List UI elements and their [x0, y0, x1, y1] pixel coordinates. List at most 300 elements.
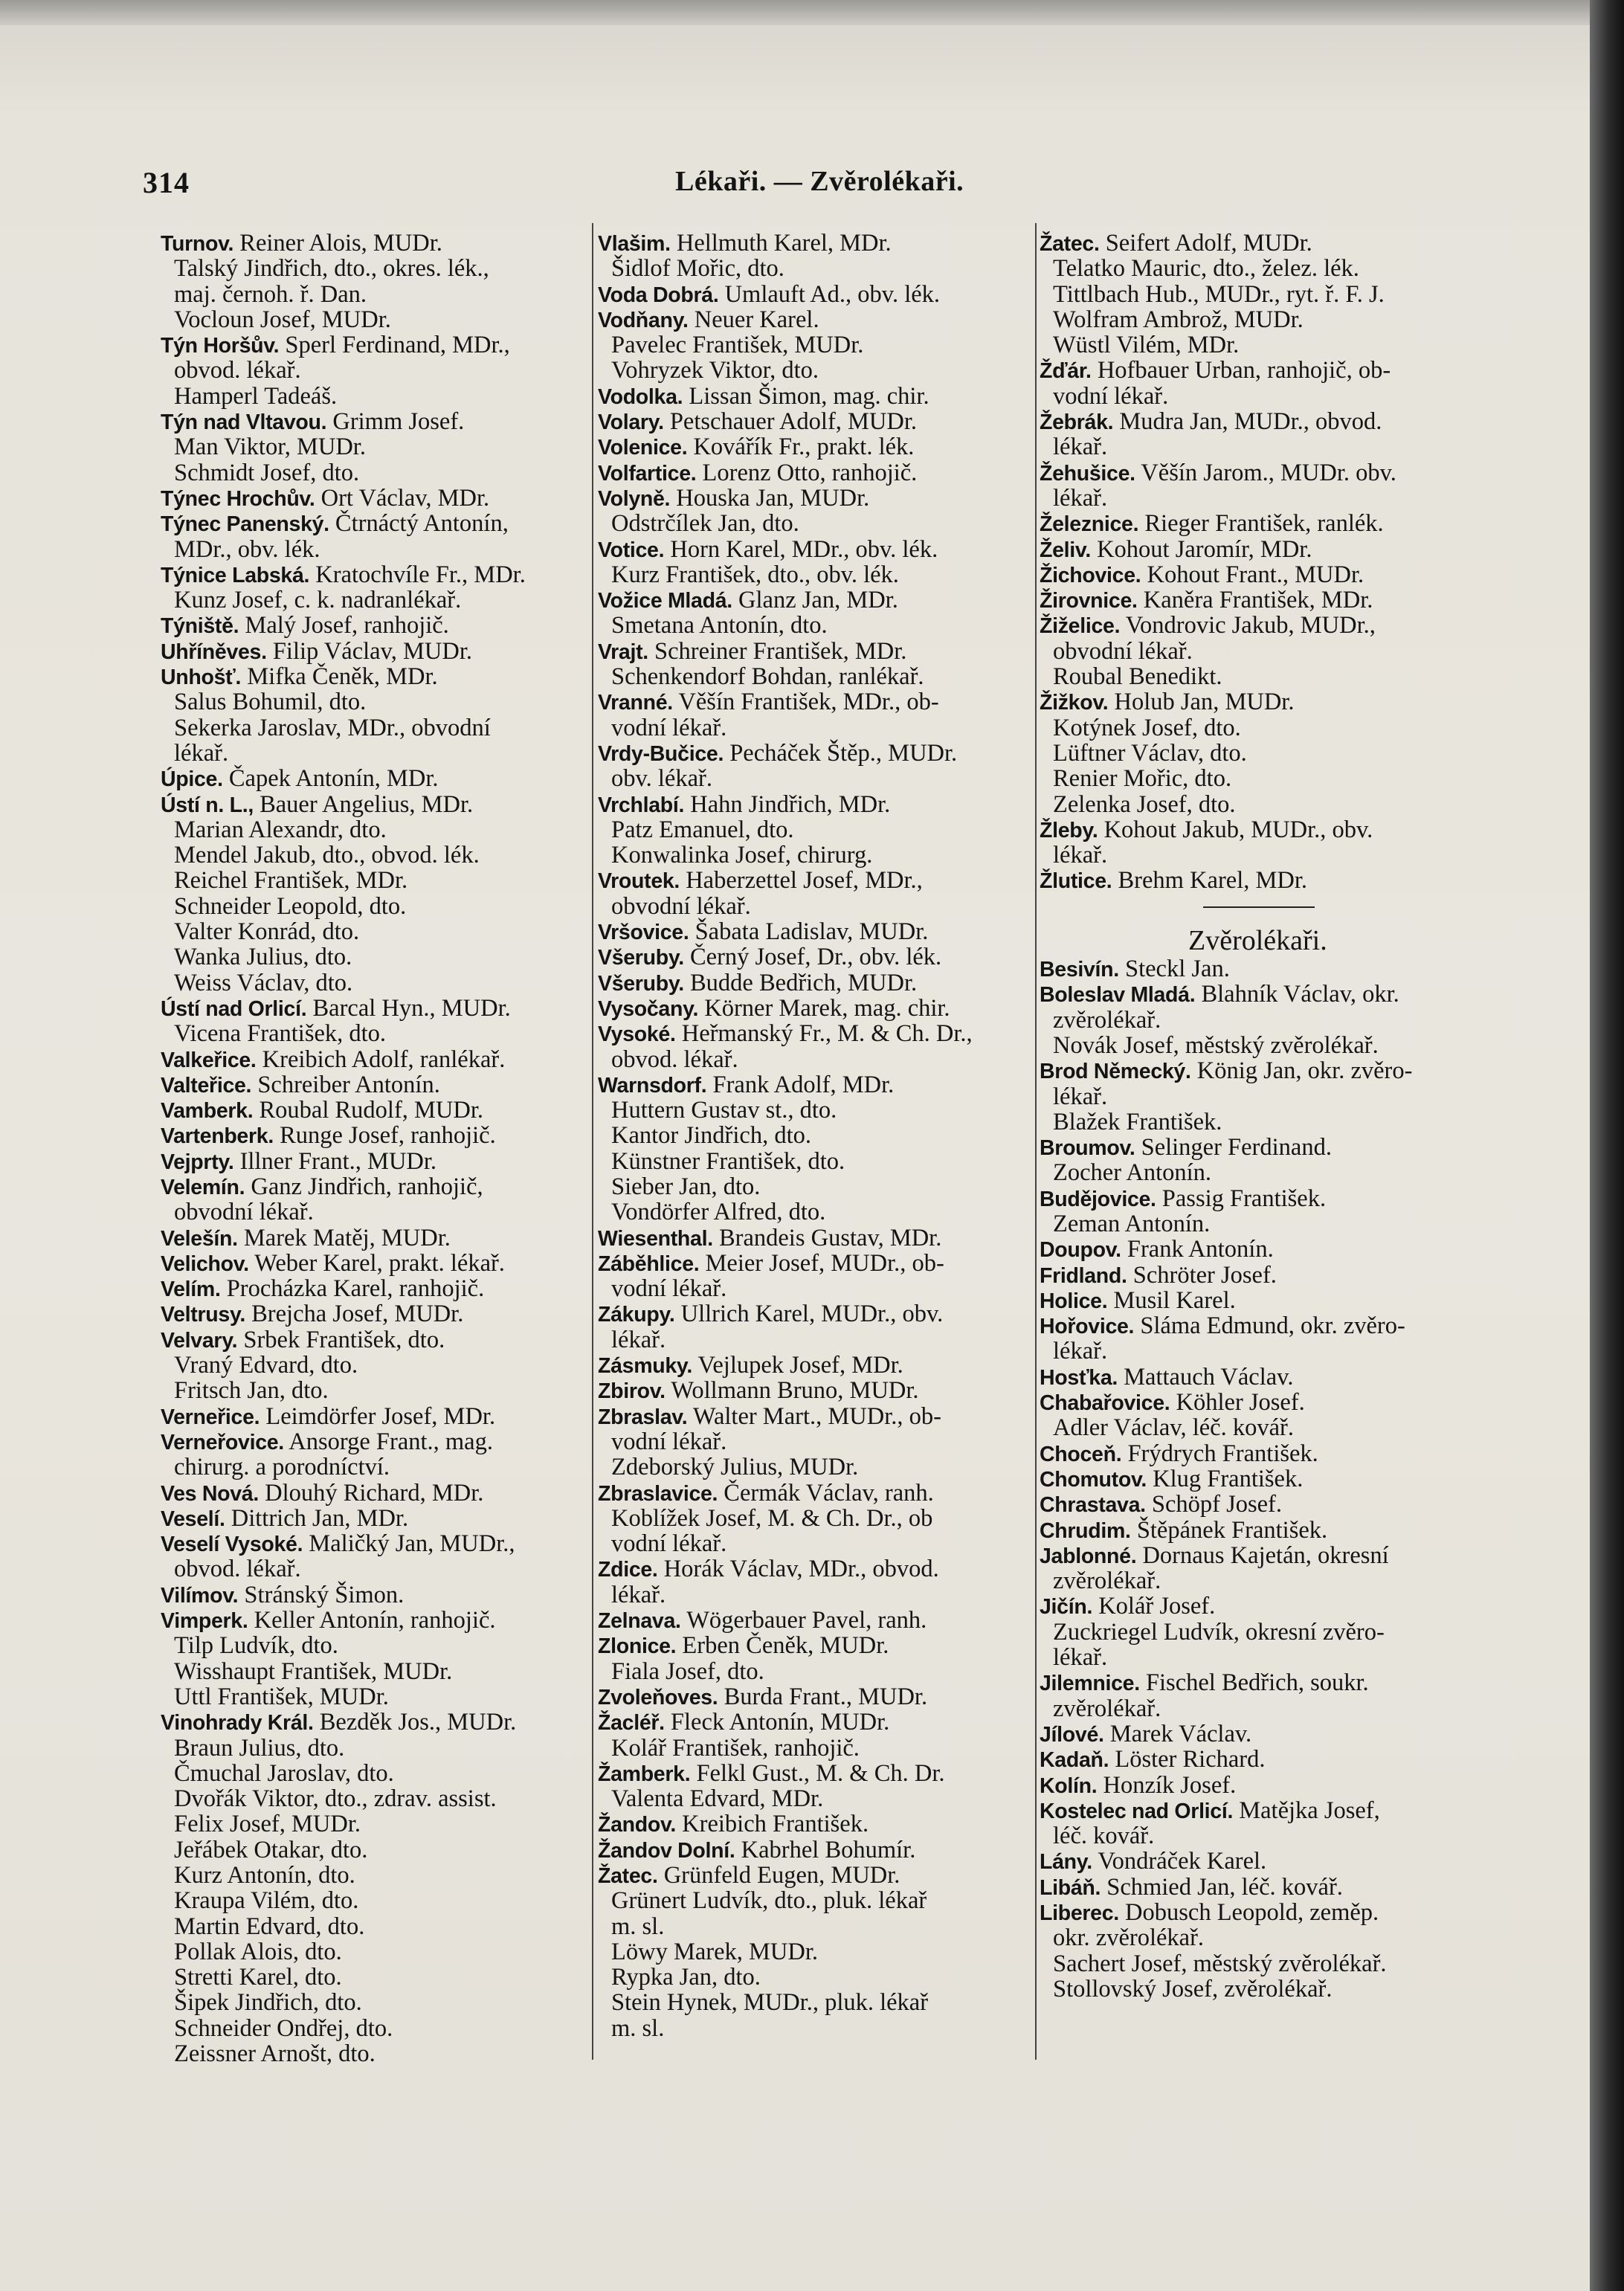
entry-text: zvěrolékař.: [1053, 1567, 1161, 1595]
entry-text: Schröter Josef.: [1127, 1261, 1277, 1289]
entry-text: Klug František.: [1147, 1465, 1304, 1492]
entry-text: Felkl Gust., M. & Ch. Dr.: [690, 1759, 945, 1787]
entry-text: Kratochvíle Fr., MDr.: [309, 561, 526, 588]
entry-line: [161, 639, 590, 664]
place-name: Volenice.: [598, 436, 688, 460]
entry-text: Zeissner Arnošt, dto.: [174, 2040, 376, 2068]
entry-continuation: [161, 1786, 590, 1811]
entry-line: [598, 1684, 1037, 1710]
entry-text: Wollmann Bruno, MUDr.: [665, 1377, 919, 1405]
entry-line: [161, 1276, 590, 1301]
entry-continuation: [161, 256, 590, 281]
entry-continuation: [598, 1327, 1037, 1353]
entry-text: Brejcha Josef, MUDr.: [245, 1301, 464, 1328]
place-name: Vodňany.: [598, 308, 689, 332]
place-name: Velím.: [161, 1277, 221, 1302]
entry-line: [1040, 1492, 1471, 1517]
entry-line: [1040, 1849, 1471, 1874]
entry-text: obvod. lékař.: [174, 357, 301, 384]
entry-text: Černý Josef, Dr., obv. lék.: [683, 944, 942, 971]
entry-continuation: [1040, 1008, 1471, 1033]
place-name: Žleby.: [1040, 818, 1098, 842]
entry-text: Bauer Angelius, MDr.: [253, 790, 474, 818]
entry-text: Vejlupek Josef, MDr.: [692, 1352, 903, 1379]
entry-line: [161, 1301, 590, 1327]
entry-line: [598, 868, 1037, 893]
entry-continuation: [1040, 1620, 1471, 1645]
entry-continuation: [598, 1429, 1037, 1454]
entry-line: [1040, 1721, 1471, 1747]
place-name: Brod Německý.: [1040, 1060, 1191, 1084]
entry-continuation: [598, 1174, 1037, 1199]
place-name: Velemín.: [161, 1175, 245, 1199]
place-name: Všeruby.: [598, 971, 684, 996]
entry-text: Čermák Václav, ranh.: [718, 1479, 934, 1507]
entry-continuation: [598, 1149, 1037, 1174]
entry-text: Rypka Jan, dto.: [611, 1964, 761, 1991]
physicians-list-end: [1040, 231, 1471, 894]
entry-continuation: [161, 919, 590, 944]
place-name: Votice.: [598, 538, 665, 562]
entry-line: [598, 996, 1037, 1021]
entry-line: [1040, 562, 1471, 587]
entry-continuation: [1040, 1338, 1471, 1364]
entry-continuation: [161, 1888, 590, 1913]
entry-continuation: [1040, 282, 1471, 307]
entry-continuation: [598, 1965, 1037, 1990]
entry-continuation: [1040, 434, 1471, 460]
entry-text: Kohout Frant., MUDr.: [1141, 561, 1364, 588]
place-name: Žamberk.: [598, 1762, 691, 1786]
entry-line: [161, 1072, 590, 1098]
entry-text: Seifert Adolf, MUDr.: [1099, 230, 1312, 257]
entry-line: [598, 460, 1037, 486]
place-name: Libáň.: [1040, 1875, 1101, 1900]
place-name: Žiželice.: [1040, 614, 1121, 639]
entry-text: Vondörfer Alfred, dto.: [611, 1199, 826, 1226]
entry-text: Barcal Hyn., MUDr.: [306, 994, 511, 1022]
place-name: Zásmuky.: [598, 1354, 692, 1379]
entry-text: Blažek František.: [1053, 1108, 1222, 1135]
place-name: Vysočany.: [598, 996, 699, 1021]
entry-text: Štěpánek František.: [1130, 1516, 1328, 1544]
entry-text: Heřmanský Fr., M. & Ch. Dr.,: [675, 1020, 973, 1048]
entry-text: Wüstl Vilém, MDr.: [1053, 332, 1240, 359]
entry-text: Rieger František, ranlék.: [1138, 510, 1384, 538]
entry-continuation: [1040, 715, 1471, 741]
entry-text: Mifka Čeněk, MDr.: [241, 663, 438, 691]
entry-text: m. sl.: [611, 1913, 665, 1940]
place-name: Warnsdorf.: [598, 1073, 707, 1098]
entry-text: Hamperl Tadeáš.: [174, 382, 338, 410]
entry-text: vodní lékař.: [611, 714, 727, 741]
entry-text: Ganz Jindřich, ranhojič,: [245, 1173, 483, 1200]
entry-continuation: [598, 766, 1037, 791]
place-name: Jičín.: [1040, 1595, 1093, 1620]
entry-continuation: [161, 1556, 590, 1582]
entry-text: Mattauch Václav.: [1118, 1363, 1294, 1391]
entry-text: Čmuchal Jaroslav, dto.: [174, 1759, 394, 1787]
entry-text: Weiss Václav, dto.: [174, 969, 353, 996]
entry-continuation: [1040, 1696, 1471, 1721]
entry-text: vodní lékař.: [1053, 382, 1169, 410]
entry-text: Marian Alexandr, dto.: [174, 816, 387, 843]
entry-line: [598, 1761, 1037, 1786]
place-name: Týn Horšův.: [161, 334, 280, 358]
place-name: Žatec.: [598, 1864, 658, 1888]
entry-text: Houska Jan, MUDr.: [670, 484, 870, 512]
entry-continuation: [1040, 1109, 1471, 1135]
entry-line: [1040, 460, 1471, 486]
place-name: Týnec Panenský.: [161, 512, 329, 537]
entry-text: Dornaus Kajetán, okresní: [1136, 1541, 1389, 1569]
entry-continuation: [598, 256, 1037, 281]
entry-text: Vondrovic Jakub, MUDr.,: [1120, 612, 1376, 639]
entry-text: Löwy Marek, MUDr.: [611, 1938, 819, 1965]
entry-text: Schreiner František, MDr.: [648, 637, 907, 665]
entry-line: [1040, 409, 1471, 434]
entry-text: Procházka Karel, ranhojič.: [220, 1275, 485, 1303]
entry-line: [598, 1301, 1037, 1327]
entry-line: [598, 1378, 1037, 1403]
entry-continuation: [1040, 486, 1471, 511]
entry-text: Patz Emanuel, dto.: [611, 816, 794, 843]
entry-continuation: [161, 715, 590, 741]
entry-text: Holub Jan, MUDr.: [1108, 689, 1295, 716]
entry-line: [598, 689, 1037, 715]
entry-line: [161, 231, 590, 256]
entry-text: Frýdrych František.: [1121, 1440, 1318, 1467]
section-title: Zvěrolékaři.: [1188, 925, 1327, 957]
entry-line: [1040, 1466, 1471, 1492]
entry-text: Honzík Josef.: [1097, 1771, 1237, 1799]
entry-line: [1040, 1518, 1471, 1543]
entry-text: obvodní lékař.: [1053, 637, 1193, 665]
entry-text: Leimdörfer Josef, MDr.: [260, 1402, 496, 1430]
entry-line: [1040, 1798, 1471, 1823]
entry-continuation: [161, 2016, 590, 2041]
entry-text: Šidlof Mořic, dto.: [611, 255, 784, 283]
entry-continuation: [1040, 766, 1471, 791]
place-name: Doupov.: [1040, 1238, 1121, 1263]
entry-continuation: [1040, 1823, 1471, 1849]
entry-text: Kurz Antonín, dto.: [174, 1862, 355, 1889]
entry-line: [598, 486, 1037, 511]
entry-line: [598, 384, 1037, 409]
place-name: Hořovice.: [1040, 1315, 1135, 1339]
column-left: [161, 231, 590, 2066]
place-name: Vrdy-Bučice.: [598, 741, 724, 766]
entry-line: [161, 1123, 590, 1148]
entry-line: [598, 282, 1037, 307]
entry-text: Felix Josef, MUDr.: [174, 1811, 361, 1838]
entry-continuation: [598, 1888, 1037, 1913]
entry-text: Valenta Edvard, MDr.: [611, 1785, 824, 1813]
entry-continuation: [1040, 1925, 1471, 1950]
place-name: Ústí n. L.,: [161, 793, 254, 817]
entry-text: obvod. lékař.: [611, 1045, 738, 1073]
entry-text: obvodní lékař.: [611, 892, 751, 920]
entry-text: Uttl František, MUDr.: [174, 1683, 389, 1710]
entry-line: [1040, 982, 1471, 1007]
entry-continuation: [598, 1990, 1037, 2015]
entry-text: vodní lékař.: [611, 1530, 727, 1558]
entry-line: [161, 332, 590, 358]
entry-text: Walter Mart., MUDr., ob-: [687, 1402, 941, 1430]
entry-continuation: [598, 842, 1037, 868]
place-name: Lány.: [1040, 1850, 1092, 1875]
entry-text: Lorenz Otto, ranhojič.: [696, 459, 918, 486]
entry-continuation: [1040, 384, 1471, 409]
entry-text: Selinger Ferdinand.: [1135, 1134, 1332, 1161]
entry-line: [1040, 1058, 1471, 1083]
place-name: Zbraslavice.: [598, 1481, 718, 1506]
entry-line: [161, 511, 590, 536]
place-name: Chrastava.: [1040, 1493, 1146, 1518]
entry-text: Schenkendorf Bohdan, ranlékař.: [611, 663, 924, 691]
entry-text: Schreiber Antonín.: [251, 1071, 440, 1098]
entry-continuation: [1040, 332, 1471, 358]
entry-line: [1040, 1773, 1471, 1798]
entry-text: Lissan Šimon, mag. chir.: [683, 382, 929, 410]
place-name: Vrajt.: [598, 639, 648, 664]
veterinarians-list: [1040, 956, 1471, 2002]
page-number: 314: [143, 166, 190, 199]
entry-text: Smetana Antonín, dto.: [611, 612, 828, 639]
entry-text: Konwalinka Josef, chirurg.: [611, 842, 873, 869]
entry-continuation: [161, 1684, 590, 1710]
place-name: Kadaň.: [1040, 1748, 1109, 1773]
entry-text: Reiner Alois, MUDr.: [233, 230, 442, 257]
place-name: Železnice.: [1040, 512, 1139, 537]
entry-line: [598, 231, 1037, 256]
entry-line: [161, 1506, 590, 1531]
entry-continuation: [1040, 256, 1471, 281]
entry-continuation: [1040, 792, 1471, 817]
entry-continuation: [598, 511, 1037, 536]
entry-line: [1040, 1364, 1471, 1390]
entry-text: Steckl Jan.: [1118, 956, 1230, 983]
place-name: Velešín.: [161, 1226, 238, 1251]
entry-text: Fischel Bedřich, soukr.: [1139, 1669, 1369, 1697]
place-name: Veselí Vysoké.: [161, 1533, 303, 1557]
entry-text: Löster Richard.: [1109, 1746, 1266, 1773]
entry-line: [598, 537, 1037, 562]
entry-line: [161, 613, 590, 638]
entry-line: [1040, 1186, 1471, 1211]
entry-text: Burda Frant., MUDr.: [718, 1683, 928, 1710]
entry-continuation: [1040, 1084, 1471, 1109]
entry-text: Martin Edvard, dto.: [174, 1913, 365, 1940]
entry-continuation: [161, 868, 590, 893]
column-right: [1040, 231, 1471, 2002]
entry-text: Kohout Jaromír, MDr.: [1090, 535, 1312, 563]
entry-line: [598, 409, 1037, 434]
place-name: Unhošť.: [161, 666, 242, 690]
entry-text: Kovářík Fr., prakt. lék.: [687, 434, 915, 461]
entry-continuation: [161, 1914, 590, 1939]
place-name: Besivín.: [1040, 958, 1119, 982]
place-name: Kolín.: [1040, 1773, 1098, 1798]
entry-continuation: [161, 1837, 590, 1863]
entry-line: [598, 1225, 1037, 1251]
entry-text: Brehm Karel, MDr.: [1112, 867, 1308, 895]
place-name: Verneřovice.: [161, 1430, 284, 1454]
entry-continuation: [598, 332, 1037, 358]
place-name: Jablonné.: [1040, 1544, 1137, 1568]
place-name: Žižkov.: [1040, 691, 1109, 715]
place-name: Vysoké.: [598, 1022, 676, 1047]
entry-text: lékař.: [1053, 842, 1108, 869]
entry-text: Braun Julius, dto.: [174, 1734, 345, 1762]
place-name: Vimperk.: [161, 1609, 248, 1634]
entry-continuation: [598, 1659, 1037, 1684]
place-name: Wiesenthal.: [598, 1226, 713, 1251]
entry-text: Kreibich Adolf, ranlékař.: [256, 1045, 506, 1073]
entry-line: [1040, 868, 1471, 893]
entry-continuation: [598, 358, 1037, 383]
entry-text: Talský Jindřich, dto., okres. lék.,: [174, 255, 489, 283]
entry-text: Vraný Edvard, dto.: [174, 1352, 358, 1379]
entry-continuation: [598, 1506, 1037, 1531]
entry-continuation: [598, 1098, 1037, 1123]
entry-text: Petschauer Adolf, MUDr.: [663, 408, 918, 436]
entry-text: Dobusch Leopold, zeměp.: [1118, 1899, 1379, 1926]
entry-continuation: [598, 1454, 1037, 1480]
entry-line: [598, 1072, 1037, 1098]
entry-text: Čtrnáctý Antonín,: [329, 510, 509, 538]
place-name: Turnov.: [161, 232, 234, 256]
entry-text: Jeřábek Otakar, dto.: [174, 1836, 368, 1863]
entry-line: [1040, 1237, 1471, 1262]
entry-line: [598, 792, 1037, 817]
entry-text: Wögerbauer Pavel, ranh.: [680, 1607, 927, 1634]
place-name: Vrchlabí.: [598, 793, 685, 817]
entry-line: [1040, 1313, 1471, 1338]
place-name: Holice.: [1040, 1289, 1108, 1313]
entry-text: Erben Čeněk, MUDr.: [676, 1632, 889, 1660]
place-name: Volary.: [598, 410, 664, 435]
entry-continuation: [1040, 1568, 1471, 1594]
entry-continuation: [161, 842, 590, 868]
entry-line: [1040, 817, 1471, 842]
entry-text: Pavelec František, MUDr.: [611, 332, 864, 359]
entry-text: Odstrčílek Jan, dto.: [611, 510, 799, 538]
entry-text: Mudra Jan, MUDr., obvod.: [1113, 408, 1382, 436]
entry-text: Huttern Gustav st., dto.: [611, 1097, 837, 1124]
place-name: Boleslav Mladá.: [1040, 983, 1196, 1008]
entry-text: Körner Marek, mag. chir.: [698, 994, 950, 1022]
entry-text: Zdeborský Julius, MUDr.: [611, 1454, 859, 1481]
entry-text: zvěrolékař.: [1053, 1006, 1161, 1034]
entry-text: Grimm Josef.: [326, 408, 465, 436]
entry-text: Zuckriegel Ludvík, okresní zvěro-: [1053, 1618, 1385, 1646]
entry-text: Köhler Josef.: [1170, 1389, 1305, 1417]
entry-text: Wanka Julius, dto.: [174, 944, 352, 971]
entry-text: Runge Josef, ranhojič.: [273, 1122, 496, 1150]
entry-text: Keller Antonín, ranhojič.: [248, 1607, 496, 1634]
place-name: Úpice.: [161, 767, 223, 792]
entry-continuation: [1040, 307, 1471, 332]
entry-line: [598, 1404, 1037, 1429]
entry-text: obv. lékař.: [611, 765, 712, 793]
place-name: Volfartice.: [598, 461, 697, 486]
entry-text: Fiala Josef, dto.: [611, 1657, 764, 1685]
entry-text: lékař.: [611, 1326, 666, 1353]
entry-text: maj. černoh. ř. Dan.: [174, 280, 367, 308]
entry-line: [598, 1021, 1037, 1046]
entry-line: [1040, 358, 1471, 383]
place-name: Zelnava.: [598, 1609, 681, 1634]
entry-continuation: [598, 715, 1037, 741]
entry-line: [598, 307, 1037, 332]
entry-continuation: [1040, 1033, 1471, 1058]
place-name: Žacléř.: [598, 1711, 665, 1736]
place-name: Vršovice.: [598, 921, 689, 945]
entry-text: lékař.: [1053, 1644, 1108, 1672]
entry-line: [598, 1863, 1037, 1888]
entry-text: Sieber Jan, dto.: [611, 1173, 761, 1200]
entry-text: Glanz Jan, MDr.: [732, 587, 898, 614]
entry-continuation: [161, 587, 590, 613]
place-name: Verneřice.: [161, 1405, 260, 1429]
entry-text: Zelenka Josef, dto.: [1053, 790, 1236, 818]
entry-text: Kraupa Vilém, dto.: [174, 1887, 359, 1915]
entry-text: Sachert Josef, městský zvěrolékař.: [1053, 1950, 1387, 1977]
entry-text: Sperl Ferdinand, MDr.,: [279, 332, 510, 359]
place-name: Týn nad Vltavou.: [161, 410, 327, 435]
entry-line: [598, 1633, 1037, 1658]
entry-text: Sekerka Jaroslav, MDr., obvodní: [174, 714, 491, 741]
place-name: Zvoleňoves.: [598, 1685, 718, 1710]
entry-line: [161, 664, 590, 689]
entry-text: Zeman Antonín.: [1053, 1210, 1211, 1237]
entry-text: Vohryzek Viktor, dto.: [611, 357, 819, 384]
entry-text: Sláma Edmund, okr. zvěro-: [1134, 1312, 1405, 1340]
place-name: Jilemnice.: [1040, 1672, 1140, 1696]
entry-continuation: [161, 2041, 590, 2066]
entry-text: lékař.: [1053, 1083, 1108, 1110]
entry-text: Tilp Ludvík, dto.: [174, 1632, 338, 1660]
entry-line: [1040, 1670, 1471, 1695]
place-name: Broumov.: [1040, 1136, 1135, 1161]
place-name: Fridland.: [1040, 1263, 1127, 1288]
entry-continuation: [161, 1659, 590, 1684]
place-name: Valkeřice.: [161, 1048, 257, 1072]
place-name: Záběhlice.: [598, 1251, 700, 1276]
place-name: Liberec.: [1040, 1901, 1119, 1925]
entry-text: Umlauft Ad., obv. lék.: [718, 280, 941, 308]
entry-line: [161, 996, 590, 1021]
entry-line: [161, 1404, 590, 1429]
entry-line: [161, 1608, 590, 1633]
entry-text: Schmidt Josef, dto.: [174, 459, 360, 486]
entry-line: [1040, 1390, 1471, 1415]
entry-line: [1040, 1288, 1471, 1313]
place-name: Vamberk.: [161, 1099, 254, 1124]
entry-continuation: [598, 1123, 1037, 1148]
entry-text: Kreibich František.: [676, 1811, 869, 1838]
entry-continuation: [598, 1736, 1037, 1761]
place-name: Želiv.: [1040, 538, 1091, 562]
entry-line: [598, 741, 1037, 766]
entry-continuation: [161, 1633, 590, 1658]
place-name: Týnec Hrochův.: [161, 486, 315, 511]
entry-text: Wolfram Ambrož, MUDr.: [1053, 306, 1304, 333]
place-name: Žandov.: [598, 1813, 677, 1837]
entry-line: [161, 766, 590, 791]
place-name: Vejprty.: [161, 1150, 234, 1174]
